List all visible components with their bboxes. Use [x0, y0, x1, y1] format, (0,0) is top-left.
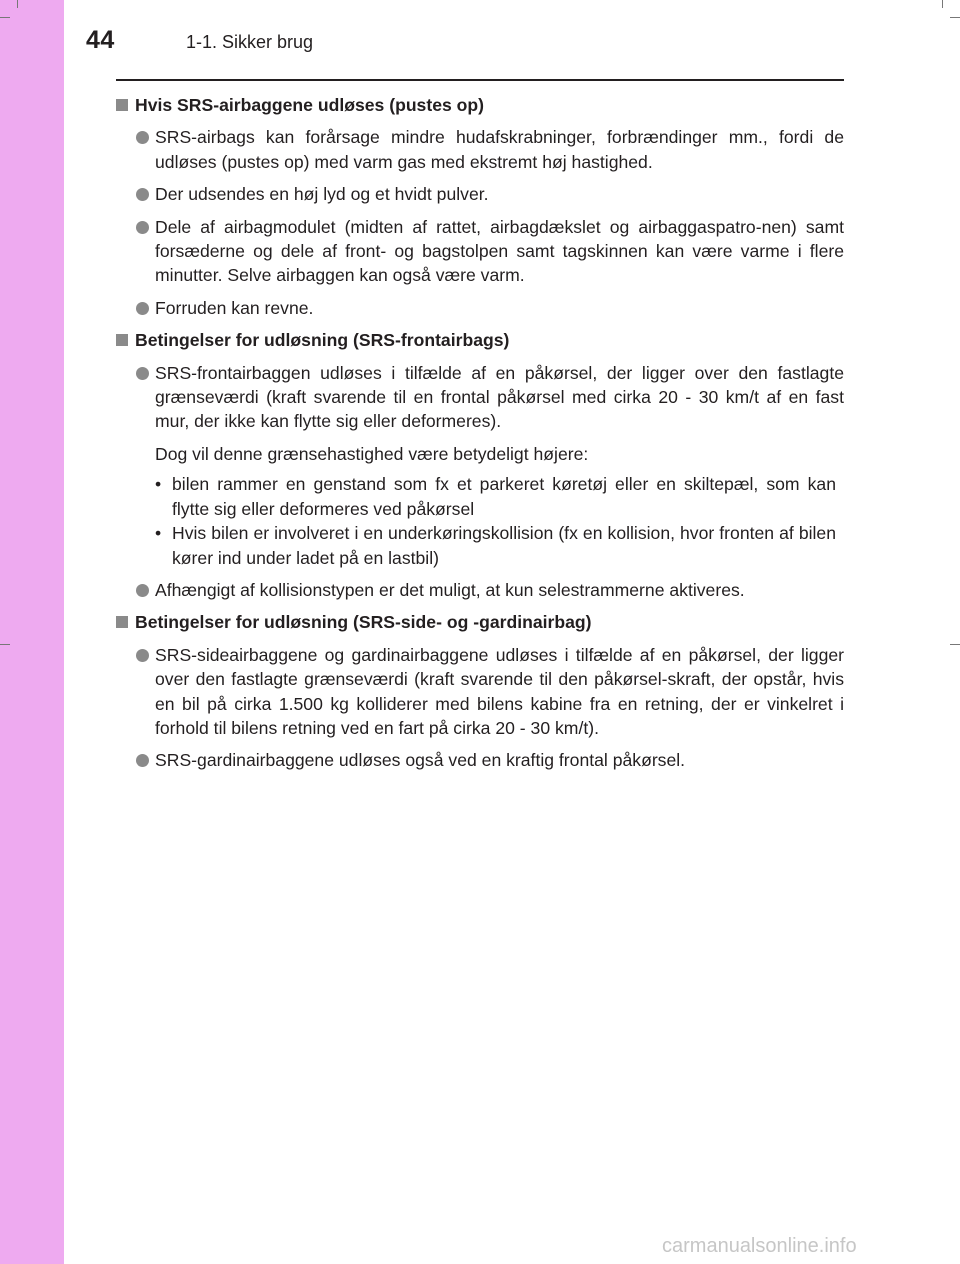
circle-bullet-icon: [136, 584, 149, 597]
crop-mark-top-left: [0, 17, 10, 18]
crop-mark-top-right: [950, 17, 960, 18]
square-bullet-icon: [116, 616, 128, 628]
side-color-band: [0, 0, 64, 1264]
list-item: Forruden kan revne.: [116, 296, 844, 320]
section-heading: Betingelser for udløsning (SRS-side- og -gardinairbag): [116, 610, 844, 634]
sub-list-item: • Hvis bilen er involveret i en underkøringskollision (fx en kollision, hvor fronten af bilen kører ind under ladet på en lastbil): [155, 523, 836, 568]
dot-bullet-icon: •: [155, 523, 162, 544]
square-bullet-icon: [116, 334, 128, 346]
section-heading: Hvis SRS-airbaggene udløses (pustes op): [116, 93, 844, 117]
crop-mark-mid-left: [0, 644, 10, 645]
crop-mark-mid-right: [950, 644, 960, 645]
list-item: SRS-frontairbaggen udløses i tilfælde af en påkørsel, der ligger over den fastlagte grænseværdi (kraft svarende til en frontal påkørsel med cirka 20 - 30 km/t af en fast mur, der ikke kan flytte sig eller deformeres).: [116, 361, 844, 434]
page-number: 44: [86, 26, 115, 54]
watermark: carmanualsonline.info: [662, 1235, 857, 1257]
circle-bullet-icon: [136, 221, 149, 234]
square-bullet-icon: [116, 99, 128, 111]
crop-mark-top-right-vertical: [942, 0, 943, 8]
circle-bullet-icon: [136, 367, 149, 380]
section-title: 1-1. Sikker brug: [186, 32, 314, 52]
list-item: Dele af airbagmodulet (midten af rattet, airbagdækslet og airbaggaspatro-nen) samt forsæderne og dele af front- og bagstolpen samt tagskinnen kan være varme i flere minutter. Selve airbaggen kan også være varm.: [116, 215, 844, 288]
list-item: Afhængigt af kollisionstypen er det muligt, at kun selestrammerne aktiveres.: [116, 578, 844, 602]
list-item: SRS-sideairbaggene og gardinairbaggene udløses i tilfælde af en påkørsel, der ligger over den fastlagte grænseværdi (kraft svarende til den påkørsel-skraft, der opstår, hvis en bil på cirka 1.500 kg kolliderer med bilens kabine fra en retning, der er vinkelret i forhold til bilens retning ved en fart på cirka 20 - 30 km/t).: [116, 643, 844, 741]
circle-bullet-icon: [136, 649, 149, 662]
dot-bullet-icon: •: [155, 474, 162, 495]
circle-bullet-icon: [136, 188, 149, 201]
sub-list-item: • bilen rammer en genstand som fx et parkeret køretøj eller en skiltepæl, som kan flytte sig eller deformeres ved påkørsel: [155, 474, 836, 519]
list-item: SRS-gardinairbaggene udløses også ved en kraftig frontal påkørsel.: [116, 748, 844, 772]
list-item: SRS-airbags kan forårsage mindre hudafskrabninger, forbrændinger mm., fordi de udløses (pustes op) med varm gas med ekstremt høj hastighed.: [116, 125, 844, 174]
circle-bullet-icon: [136, 131, 149, 144]
paragraph: Dog vil denne grænsehastighed være betydeligt højere:: [155, 443, 589, 464]
page-content: [116, 93, 844, 781]
circle-bullet-icon: [136, 754, 149, 767]
crop-mark-top-left-vertical: [17, 0, 18, 8]
list-item: Der udsendes en høj lyd og et hvidt pulver.: [116, 182, 844, 206]
circle-bullet-icon: [136, 302, 149, 315]
section-heading: Betingelser for udløsning (SRS-frontairbags): [116, 328, 844, 352]
header-rule: [116, 79, 844, 81]
